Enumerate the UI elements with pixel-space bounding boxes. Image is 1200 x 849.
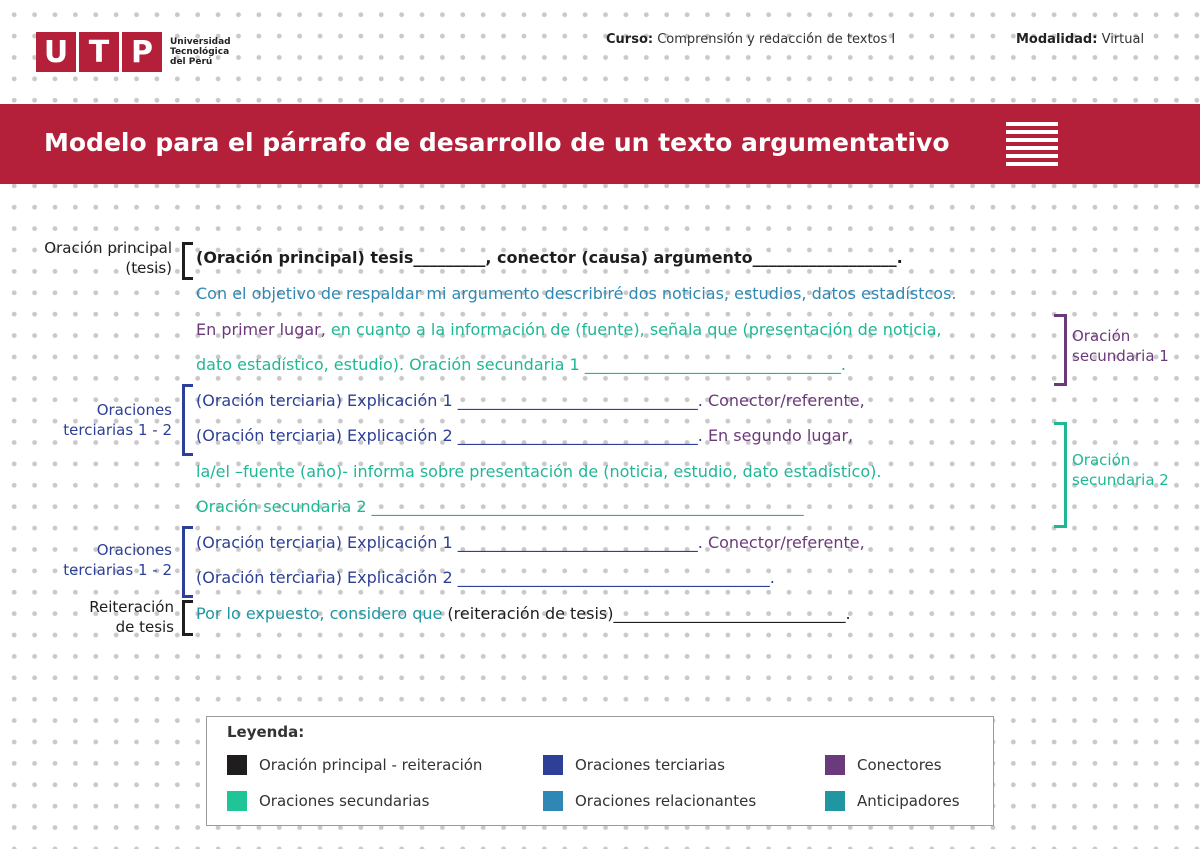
course-info	[606, 32, 895, 47]
legend-item-secundarias	[227, 791, 429, 811]
label-reiteracion-line2: de tesis	[115, 618, 174, 636]
legend-item-principal	[227, 755, 482, 775]
text-primer-lugar: en cuanto a la información de (fuente), señala que (presentación de noticia,	[325, 320, 942, 339]
legend-label: Oraciones relacionantes	[575, 792, 757, 810]
legend-swatch	[825, 791, 845, 811]
label-oracion-principal	[44, 238, 172, 278]
legend-swatch	[227, 791, 247, 811]
connector-referente-a: Conector/referente,	[702, 391, 865, 410]
line-reiteracion	[196, 604, 851, 624]
bracket-terciarias-a	[182, 384, 193, 456]
modality-label: Modalidad:	[1016, 32, 1098, 47]
text-terciaria-2a: (Oración terciaria) Explicación 2 ______________________________.	[196, 426, 703, 445]
legend-item-anticipadores	[825, 791, 960, 811]
label-principal-line2: (tesis)	[125, 259, 172, 277]
course-value: Comprensión y redacción de textos I	[657, 32, 896, 47]
line-secundaria-1: dato estadístico, estudio). Oración secundaria 1 ________________________________.	[196, 355, 846, 374]
bracket-principal	[182, 242, 193, 280]
label-sec1-line2: secundaria 1	[1072, 347, 1169, 365]
legend-title: Leyenda:	[227, 723, 305, 741]
university-name: Universidad Tecnológica del Perú	[170, 37, 231, 67]
legend-label: Oraciones terciarias	[575, 756, 725, 774]
course-label: Curso:	[606, 32, 654, 47]
label-secundaria-2	[1072, 450, 1169, 490]
legend-swatch	[227, 755, 247, 775]
legend-item-conectores	[825, 755, 942, 775]
bracket-secundaria-2	[1054, 422, 1067, 528]
line-terciaria-2a	[196, 426, 853, 446]
line-fuente: la/el –fuente (año)- informa sobre presentación de (noticia, estudio, dato estadístico).	[196, 462, 882, 481]
menu-lines-icon	[1006, 122, 1058, 168]
label-sec2-line1: Oración	[1072, 451, 1131, 469]
line-terciaria-1a	[196, 391, 865, 411]
line-secundaria-2: Oración secundaria 2 ______________________________________________________	[196, 497, 804, 516]
line-primer-lugar	[196, 320, 942, 340]
legend-label: Oraciones secundarias	[259, 792, 430, 810]
label-reiteracion	[89, 597, 174, 637]
logo-letter-u: U	[43, 34, 69, 70]
label-secundaria-1	[1072, 326, 1169, 366]
line-terciaria-2b: (Oración terciaria) Explicación 2 _______________________________________.	[196, 568, 775, 587]
label-terciarias-a-line1: Oraciones	[96, 401, 172, 419]
label-terciarias-b	[63, 540, 172, 580]
line-terciaria-1b	[196, 533, 865, 553]
modality-value: Virtual	[1101, 32, 1145, 47]
logo-letter-t: T	[88, 34, 110, 70]
legend-swatch	[543, 791, 563, 811]
legend-swatch	[825, 755, 845, 775]
utp-logo-box	[36, 32, 162, 72]
label-principal-line1: Oración principal	[44, 239, 172, 257]
text-por-lo-expuesto: Por lo expuesto, considero que	[196, 604, 443, 623]
text-reiteracion-tesis: (reiteración de tesis)_____________________________.	[442, 604, 851, 623]
logo-letter-p: P	[131, 34, 153, 70]
modality-info	[1016, 32, 1144, 47]
legend-box	[206, 716, 994, 826]
legend-item-terciarias	[543, 755, 725, 775]
text-terciaria-1a: (Oración terciaria) Explicación 1 ______________________________.	[196, 391, 703, 410]
bracket-reiteracion	[182, 600, 193, 636]
legend-label: Oración principal - reiteración	[259, 756, 483, 774]
label-terciarias-b-line1: Oraciones	[96, 541, 172, 559]
line-anticipador: Con el objetivo de respaldar mi argumento describiré dos noticias, estudios, datos estadístcos.	[196, 284, 957, 303]
label-terciarias-a	[63, 400, 172, 440]
legend-item-relacionantes	[543, 791, 756, 811]
label-terciarias-a-line2: terciarias 1 - 2	[63, 421, 172, 439]
legend-label: Conectores	[857, 756, 942, 774]
page-title: Modelo para el párrafo de desarrollo de un texto argumentativo	[44, 128, 950, 157]
connector-referente-b: Conector/referente,	[702, 533, 865, 552]
legend-swatch	[543, 755, 563, 775]
label-terciarias-b-line2: terciarias 1 - 2	[63, 561, 172, 579]
utp-logo	[36, 32, 240, 72]
label-sec1-line1: Oración	[1072, 327, 1131, 345]
bracket-terciarias-b	[182, 526, 193, 598]
line-oracion-principal: (Oración principal) tesis_________, conector (causa) argumento__________________.	[196, 248, 903, 267]
legend-label: Anticipadores	[857, 792, 960, 810]
label-reiteracion-line1: Reiteración	[89, 598, 174, 616]
connector-segundo-lugar: En segundo lugar,	[702, 426, 854, 445]
bracket-secundaria-1	[1054, 314, 1067, 386]
label-sec2-line2: secundaria 2	[1072, 471, 1169, 489]
connector-primer-lugar: En primer lugar,	[196, 320, 326, 339]
text-terciaria-1b: (Oración terciaria) Explicación 1 ______________________________.	[196, 533, 703, 552]
